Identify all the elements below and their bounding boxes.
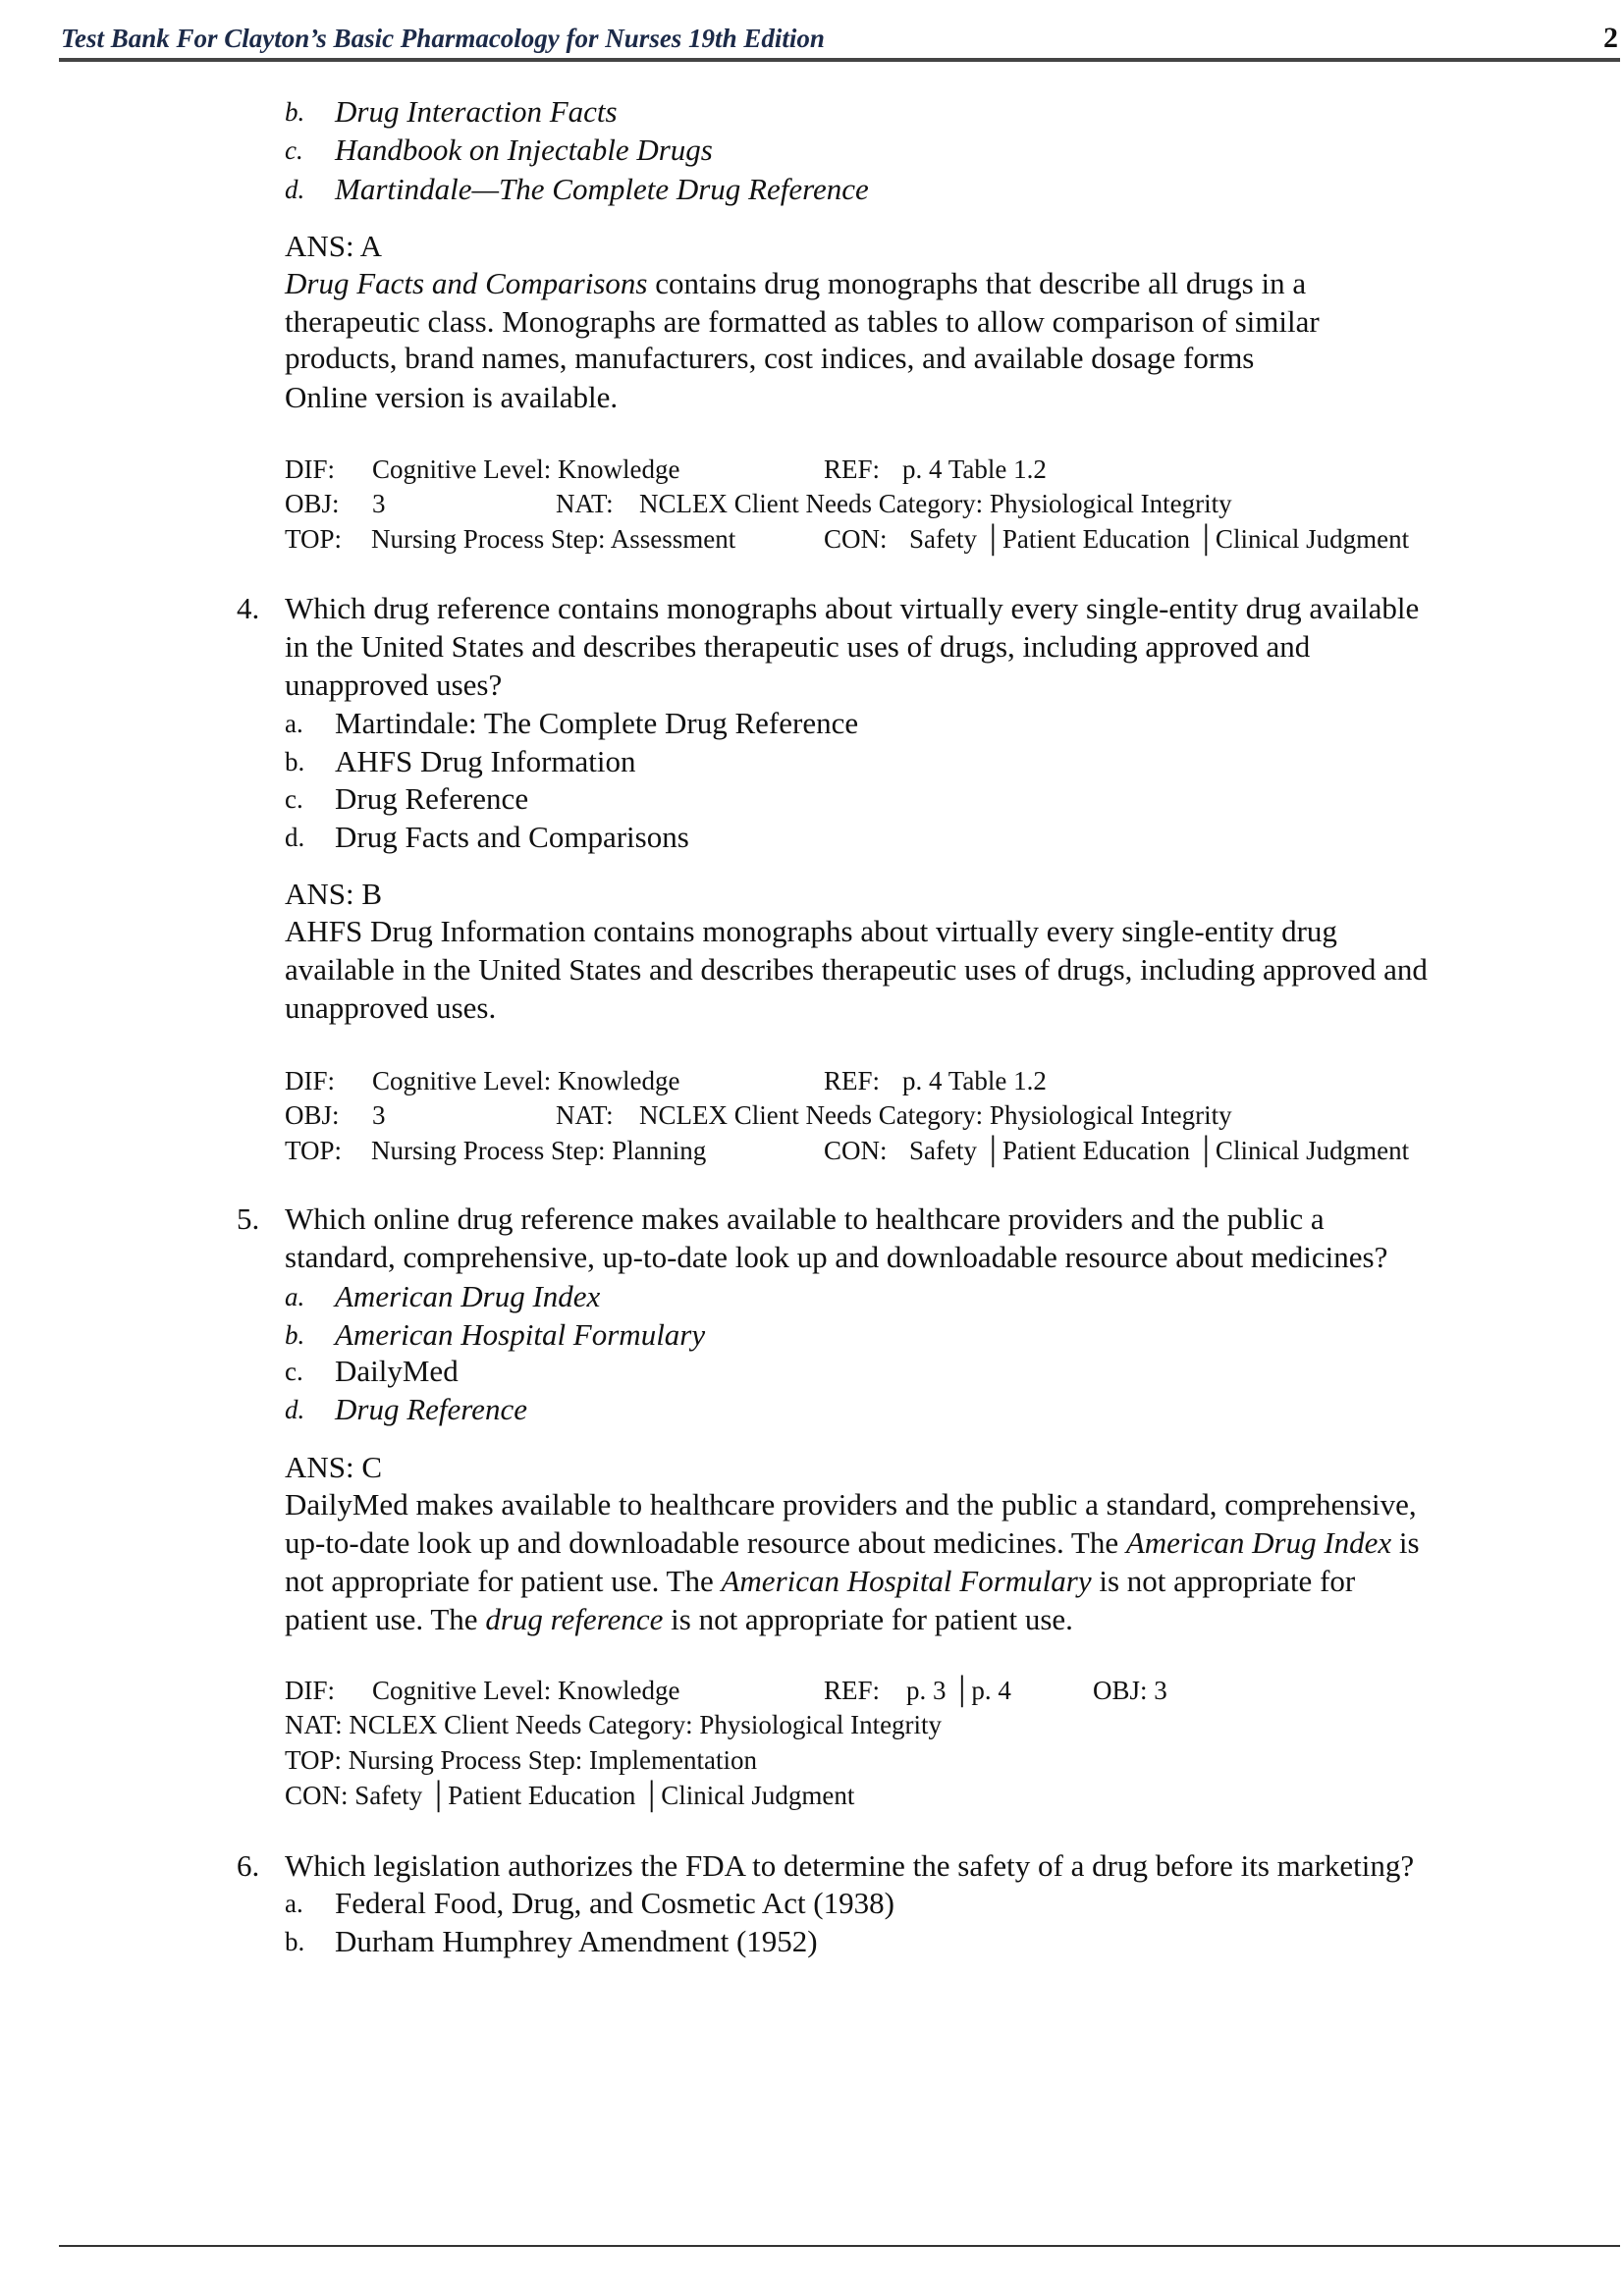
question-stem: unapproved uses? — [285, 667, 503, 702]
rationale-text: is — [1391, 1525, 1420, 1560]
con-label: CON: — [824, 524, 888, 554]
rationale-text: not appropriate for patient use. The — [285, 1564, 722, 1598]
top-label: TOP: — [285, 1136, 343, 1165]
option-text: Drug Interaction Facts — [335, 94, 618, 129]
option-letter: b. — [285, 747, 305, 776]
dif-label: DIF: — [285, 454, 336, 484]
nat-value: NCLEX Client Needs Category: Physiological Integrity — [639, 489, 1232, 518]
option-text: Handbook on Injectable Drugs — [335, 133, 713, 167]
nat: NAT: NCLEX Client Needs Category: Physiological Integrity — [285, 1710, 943, 1739]
ref-value: p. 4 Table 1.2 — [902, 454, 1047, 484]
option-letter: a. — [285, 1282, 305, 1311]
nat-value: NCLEX Client Needs Category: Physiological Integrity — [639, 1100, 1232, 1130]
header-divider — [59, 58, 1620, 62]
option-letter: b. — [285, 1320, 305, 1350]
option-letter: b. — [285, 1927, 305, 1956]
dif-label: DIF: — [285, 1676, 336, 1705]
ref-value: p. 4 Table 1.2 — [902, 1066, 1047, 1095]
top: TOP: Nursing Process Step: Implementation — [285, 1745, 757, 1775]
ref-label: REF: — [824, 1676, 881, 1705]
obj-label: OBJ: — [285, 489, 340, 518]
dif-label: DIF: — [285, 1066, 336, 1095]
ref-value: p. 3 │p. 4 — [906, 1676, 1011, 1705]
option-text: Drug Facts and Comparisons — [335, 820, 689, 854]
con-label: CON: — [824, 1136, 888, 1165]
top-label: TOP: — [285, 524, 343, 554]
question-stem: Which legislation authorizes the FDA to determine the safety of a drug before its marketing? — [285, 1848, 1415, 1883]
nat-label: NAT: — [556, 1100, 614, 1130]
answer: ANS: C — [285, 1450, 383, 1484]
dif-value: Cognitive Level: Knowledge — [372, 1066, 680, 1095]
answer: ANS: B — [285, 877, 383, 911]
rationale-line: available in the United States and describes therapeutic uses of drugs, including approved and — [285, 952, 1428, 987]
question-stem: in the United States and describes therapeutic uses of drugs, including approved and — [285, 629, 1311, 664]
rationale-line: unapproved uses. — [285, 990, 497, 1025]
header-title: Test Bank For Clayton’s Basic Pharmacology for Nurses 19th Edition — [61, 24, 825, 53]
rationale-text: is not appropriate for patient use. — [663, 1602, 1073, 1636]
con: CON: Safety │Patient Education │Clinical Judgment — [285, 1781, 855, 1810]
option-letter: d. — [285, 1395, 305, 1424]
question-stem: Which online drug reference makes available to healthcare providers and the public a — [285, 1201, 1325, 1236]
rationale-line — [285, 1600, 1073, 1639]
rationale-text: contains drug monographs that describe all drugs in a — [647, 266, 1307, 300]
ref-label: REF: — [824, 454, 881, 484]
nat-label: NAT: — [556, 489, 614, 518]
option-letter: d. — [285, 175, 305, 204]
rationale-text: up-to-date look up and downloadable resource about medicines. The — [285, 1525, 1126, 1560]
option-text: Martindale: The Complete Drug Reference — [335, 706, 859, 740]
dif-value: Cognitive Level: Knowledge — [372, 454, 680, 484]
obj: OBJ: 3 — [1093, 1676, 1167, 1705]
con-value: Safety │Patient Education │Clinical Judgment — [909, 1136, 1410, 1165]
rationale-italic: American Drug Index — [1125, 1525, 1392, 1560]
obj-value: 3 — [372, 489, 386, 518]
option-letter: c. — [285, 1357, 303, 1386]
question-number: 5. — [237, 1201, 260, 1236]
obj-label: OBJ: — [285, 1100, 340, 1130]
rationale-italic: Drug Facts and Comparisons — [285, 266, 648, 300]
question-number: 4. — [237, 591, 260, 625]
rationale-line: products, brand names, manufacturers, cost indices, and available dosage forms — [285, 341, 1255, 375]
option-text: American Hospital Formulary — [335, 1317, 706, 1352]
option-text: AHFS Drug Information — [335, 744, 636, 778]
rationale-line: Online version is available. — [285, 380, 619, 414]
top-value: Nursing Process Step: Planning — [371, 1136, 707, 1165]
dif-value: Cognitive Level: Knowledge — [372, 1676, 680, 1705]
con-value: Safety │Patient Education │Clinical Judgment — [909, 524, 1410, 554]
rationale-text: is not appropriate for — [1091, 1564, 1356, 1598]
rationale-line: AHFS Drug Information contains monographs about virtually every single-entity drug — [285, 914, 1337, 948]
option-letter: b. — [285, 97, 305, 127]
rationale-italic: drug reference — [485, 1602, 664, 1636]
rationale-line: therapeutic class. Monographs are formatted as tables to allow comparison of similar — [285, 304, 1320, 339]
option-text: Drug Reference — [335, 1392, 527, 1426]
question-stem: standard, comprehensive, up-to-date look up and downloadable resource about medicines? — [285, 1240, 1388, 1274]
rationale-text: patient use. The — [285, 1602, 486, 1636]
option-text: Martindale—The Complete Drug Reference — [335, 172, 869, 206]
page-number: 2 — [1603, 22, 1618, 54]
question-stem: Which drug reference contains monographs about virtually every single-entity drug available — [285, 591, 1420, 625]
answer: ANS: A — [285, 229, 383, 263]
option-text: Durham Humphrey Amendment (1952) — [335, 1924, 818, 1958]
option-letter: c. — [285, 784, 303, 814]
rationale-italic: American Hospital Formulary — [721, 1564, 1092, 1598]
rationale-line — [285, 1523, 1420, 1563]
option-text: Drug Reference — [335, 781, 529, 816]
option-letter: c. — [285, 135, 303, 165]
ref-label: REF: — [824, 1066, 881, 1095]
rationale-line: DailyMed makes available to healthcare providers and the public a standard, comprehensive, — [285, 1487, 1417, 1522]
top-value: Nursing Process Step: Assessment — [371, 524, 736, 554]
footer-divider — [59, 2245, 1620, 2247]
option-letter: a. — [285, 1889, 303, 1918]
option-text: Federal Food, Drug, and Cosmetic Act (1938) — [335, 1886, 894, 1920]
rationale-line — [285, 1562, 1355, 1601]
option-text: American Drug Index — [335, 1279, 601, 1313]
obj-value: 3 — [372, 1100, 386, 1130]
option-letter: d. — [285, 823, 305, 852]
option-letter: a. — [285, 709, 303, 738]
rationale-line — [285, 264, 1306, 303]
option-text: DailyMed — [335, 1354, 459, 1388]
question-number: 6. — [237, 1848, 260, 1883]
